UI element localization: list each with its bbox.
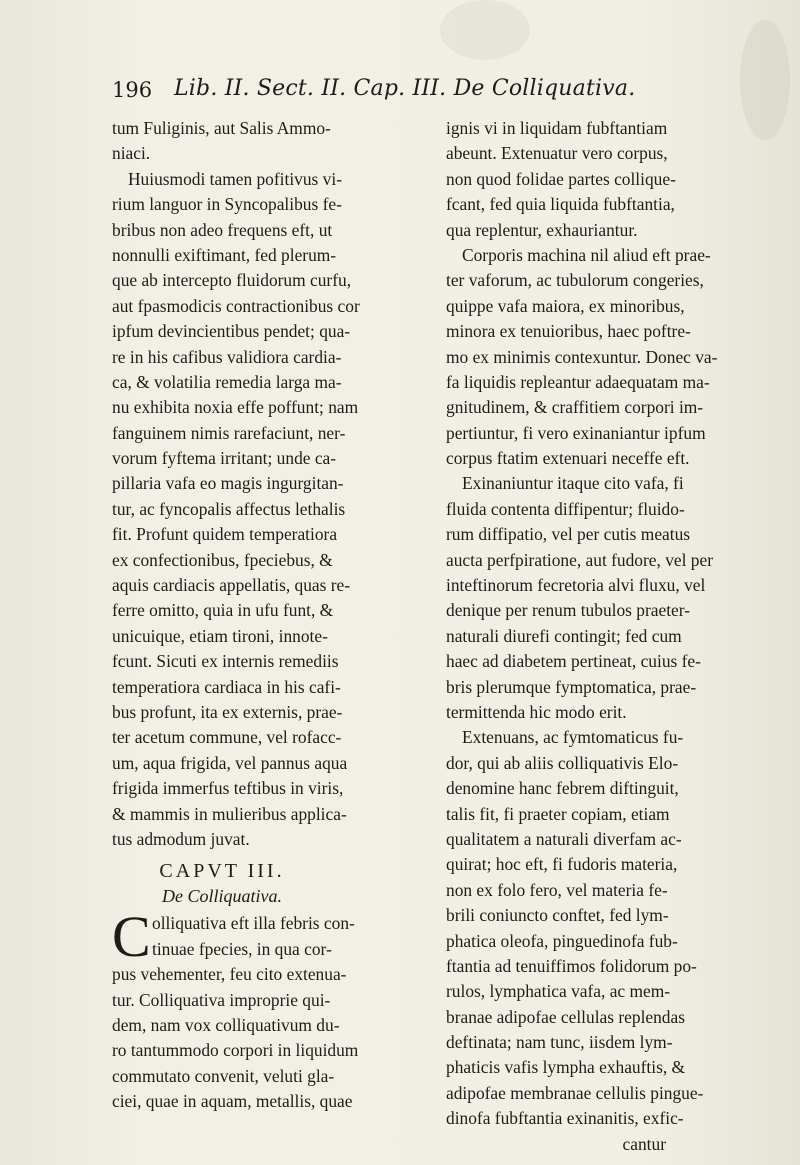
text-line: ter acetum commune, vel rofacc- <box>112 727 342 748</box>
text-line: & mammis in mulieribus applica- <box>112 803 347 824</box>
text-line: gnitudinem, & craffitiem corpori im- <box>446 397 704 418</box>
text-line: nonnulli exiftimant, fed plerum- <box>112 244 337 265</box>
running-header <box>112 76 732 112</box>
text-line: niaci. <box>112 143 151 164</box>
text-line: pillaria vafa eo magis ingurgitan- <box>112 473 344 494</box>
text-line: mo ex minimis contexuntur. Donec va- <box>446 346 718 367</box>
text-line: ex confectionibus, fpeciebus, & <box>112 549 333 570</box>
text-line: nu exhibita noxia effe poffunt; nam <box>112 397 359 418</box>
text-line: fit. Profunt quidem temperatiora <box>112 524 338 545</box>
running-head: Lib. II. Sect. II. Cap. III. De Colliquativa. <box>174 76 636 101</box>
text-line: aquis cardiacis appellatis, quas re- <box>112 575 351 596</box>
text-line: denomine hanc febrem diftinguit, <box>446 778 679 799</box>
text-line: fanguinem nimis rarefaciunt, ner- <box>112 422 346 443</box>
text-line: unicuique, etiam tironi, innote- <box>112 625 328 646</box>
text-line: phaticis vafis lympha exhauftis, & <box>446 1057 686 1078</box>
drop-cap: C <box>112 904 151 970</box>
text-line: haec ad diabetem pertineat, cuius fe- <box>446 651 701 672</box>
text-line: denique per renum tubulos praeter- <box>446 600 690 621</box>
text-line: ca, & volatilia remedia larga ma- <box>112 371 342 392</box>
text-line: brili coniuncto conftet, fed lym- <box>446 905 669 926</box>
text-line: talis fit, fi praeter copiam, etiam <box>446 803 670 824</box>
text-line: tus admodum juvat. <box>112 828 250 849</box>
text-line: Extenuans, ac fymtomaticus fu- <box>462 727 684 748</box>
text-line: que ab intercepto fluidorum curfu, <box>112 270 352 291</box>
text-line: rium languor in Syncopalibus fe- <box>112 194 342 215</box>
text-line: termittenda hic modo erit. <box>446 701 627 722</box>
text-line: phatica oleofa, pinguedinofa fub- <box>446 930 678 951</box>
text-line: bris plerumque fymptomatica, prae- <box>446 676 697 697</box>
text-line: minora ex tenuioribus, haec poftre- <box>446 321 691 342</box>
text-line: dor, qui ab aliis colliquativis Elo- <box>446 752 679 773</box>
text-line: quippe vafa maiora, ex minoribus, <box>446 295 685 316</box>
text-line: ftantia ad tenuiffimos folidorum po- <box>446 955 697 976</box>
page-number: 196 <box>112 78 153 102</box>
text-line: Exinaniuntur itaque cito vafa, fi <box>462 473 684 494</box>
text-line: naturali diurefi contingit; fed cum <box>446 625 682 646</box>
text-line: olliquativa eft illa febris con- <box>152 913 355 934</box>
text-line: bribus non adeo frequens eft, ut <box>112 219 333 240</box>
text-line: adipofae membranae cellulis pingue- <box>446 1082 704 1103</box>
text-line: branae adipofae cellulas replendas <box>446 1006 685 1027</box>
text-line: fcant, fed quia liquida fubftantia, <box>446 194 675 215</box>
text-line: corpus ftatim extenuari neceffe eft. <box>446 448 690 469</box>
text-line: ciei, quae in aquam, metallis, quae <box>112 1091 353 1112</box>
text-line: rulos, lymphatica vafa, ac mem- <box>446 981 671 1002</box>
text-line: dinofa fubftantia exinanitis, exfic- <box>446 1108 684 1129</box>
text-line: vorum fyftema irritant; unde ca- <box>112 448 337 469</box>
left-column <box>112 116 360 1114</box>
text-line: bus profunt, ita ex externis, prae- <box>112 701 343 722</box>
text-line: tur, ac fyncopalis affectus lethalis <box>112 498 346 519</box>
text-line: qua replentur, exhauriantur. <box>446 219 638 240</box>
text-line: commutato convenit, veluti gla- <box>112 1065 335 1086</box>
paper-stain <box>440 0 530 60</box>
text-line: um, aqua frigida, vel pannus aqua <box>112 752 348 773</box>
text-line: ignis vi in liquidam fubftantiam <box>446 118 668 138</box>
text-line: dem, nam vox colliquativum du- <box>112 1014 340 1035</box>
text-line: aut fpasmodicis contractionibus cor <box>112 295 360 316</box>
text-line: fluida contenta diffipentur; fluido- <box>446 498 685 519</box>
text-line: Huiusmodi tamen pofitivus vi- <box>128 168 342 189</box>
text-line: temperatiora cardiaca in his cafi- <box>112 676 341 697</box>
text-line: fcunt. Sicuti ex internis remediis <box>112 651 339 672</box>
text-line: re in his cafibus validiora cardia- <box>112 346 342 367</box>
text-line: frigida immerfus teftibus in viris, <box>112 778 344 799</box>
text-line: tum Fuliginis, aut Salis Ammo- <box>112 118 331 138</box>
catchword: cantur <box>622 1133 666 1154</box>
text-line: aucta perfpiratione, aut fudore, vel per <box>446 549 714 570</box>
chapter-title: CAPVT III. <box>159 860 285 883</box>
text-line: ipfum devincientibus pendet; qua- <box>112 321 351 342</box>
text-line: tur. Colliquativa improprie qui- <box>112 989 331 1010</box>
text-line: quirat; hoc eft, fi fudoris materia, <box>446 854 678 875</box>
text-line: pertiuntur, fi vero exinaniantur ipfum <box>446 422 706 443</box>
paper-stain <box>740 20 790 140</box>
text-line: non quod folidae partes collique- <box>446 168 676 189</box>
text-line: ro tantummodo corpori in liquidum <box>112 1040 359 1061</box>
text-line: Corporis machina nil aliud eft prae- <box>462 244 711 265</box>
text-line: abeunt. Extenuatur vero corpus, <box>446 143 668 164</box>
text-line: tinuae fpecies, in qua cor- <box>152 938 332 959</box>
text-line: ter vaforum, ac tubulorum congeries, <box>446 270 704 291</box>
text-line: ferre omitto, quia in ufu funt, & <box>112 600 334 621</box>
right-column <box>446 116 718 1157</box>
text-line: inteftinorum fecretoria alvi fluxu, vel <box>446 575 706 596</box>
text-line: qualitatem a naturali diverfam ac- <box>446 828 682 849</box>
text-line: non ex folo fero, vel materia fe- <box>446 879 668 900</box>
text-line: fa liquidis repleantur adaequatam ma- <box>446 371 710 392</box>
text-line: deftinata; nam tunc, iisdem lym- <box>446 1032 673 1053</box>
text-line: pus vehementer, feu cito extenua- <box>112 964 347 985</box>
text-line: rum diffipatio, vel per cutis meatus <box>446 524 691 545</box>
chapter-subtitle: De Colliquativa. <box>162 886 282 907</box>
